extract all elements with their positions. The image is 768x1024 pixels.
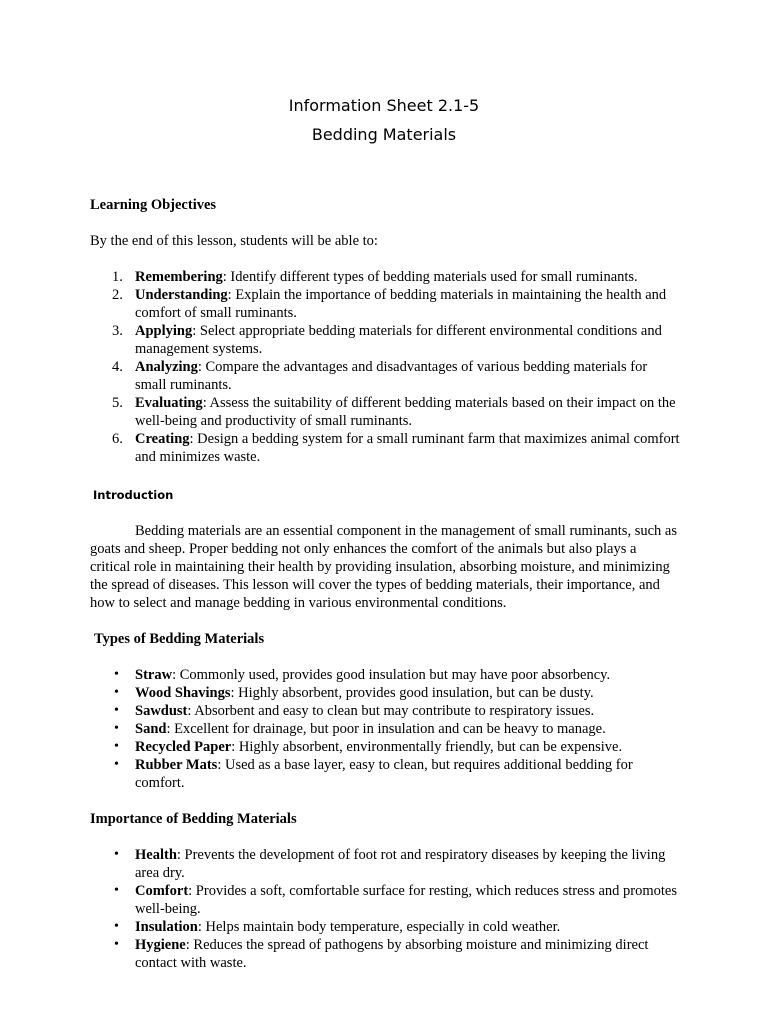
document-body bbox=[90, 196, 680, 972]
bullet-icon: • bbox=[114, 883, 119, 898]
list-number: 5. bbox=[112, 395, 123, 411]
list-item bbox=[90, 286, 680, 322]
type-term: Rubber Mats bbox=[135, 757, 218, 773]
objective-text: : Select appropriate bedding materials for different environmental conditions and management systems. bbox=[135, 323, 662, 357]
list-item bbox=[90, 358, 680, 394]
importance-text: : Reduces the spread of pathogens by absorbing moisture and minimizing direct contact with waste. bbox=[135, 937, 649, 971]
importance-term: Health bbox=[135, 847, 177, 863]
type-text: : Absorbent and easy to clean but may contribute to respiratory issues. bbox=[187, 703, 595, 719]
objective-term: Understanding bbox=[135, 287, 228, 303]
list-number: 4. bbox=[112, 359, 123, 375]
type-term: Recycled Paper bbox=[135, 739, 232, 755]
bullet-icon: • bbox=[114, 847, 119, 862]
introduction-heading: Introduction bbox=[93, 488, 174, 502]
objective-text: : Explain the importance of bedding materials in maintaining the health and comfort of small ruminants. bbox=[135, 287, 667, 321]
bullet-icon: • bbox=[114, 703, 119, 718]
objective-term: Applying bbox=[135, 323, 193, 339]
bullet-icon: • bbox=[114, 739, 119, 754]
list-item bbox=[90, 882, 680, 918]
importance-text: : Helps maintain body temperature, especially in cold weather. bbox=[197, 919, 561, 935]
list-item bbox=[90, 702, 680, 720]
document-title: Information Sheet 2.1-5 bbox=[288, 96, 480, 115]
bullet-icon: • bbox=[114, 937, 119, 952]
introduction-paragraph: Bedding materials are an essential component in the management of small ruminants, such as goats and sheep. Proper bedding not only enhances the comfort of the animals but also plays a critical role in maintaining their health by providing insulation, absorbing moisture, and minimizing the spread of diseases. This lesson will cover the types of bedding materials, their importance, and how to select and manage bedding in various environmental conditions. bbox=[90, 523, 677, 611]
type-text: : Highly absorbent, provides good insulation, but can be dusty. bbox=[230, 685, 594, 701]
importance-term: Insulation bbox=[135, 919, 198, 935]
list-number: 6. bbox=[112, 431, 123, 447]
list-item bbox=[90, 430, 680, 466]
objectives-list bbox=[90, 268, 680, 466]
list-item bbox=[90, 322, 680, 358]
types-heading: Types of Bedding Materials bbox=[94, 631, 265, 647]
type-term: Straw bbox=[135, 667, 173, 683]
objective-text: : Compare the advantages and disadvantages of various bedding materials for small ruminants. bbox=[135, 359, 648, 393]
type-term: Sand bbox=[135, 721, 167, 737]
objective-text: : Assess the suitability of different bedding materials based on their impact on the well-being and productivity of small ruminants. bbox=[135, 395, 676, 429]
list-item bbox=[90, 684, 680, 702]
document-subtitle: Bedding Materials bbox=[311, 125, 457, 144]
list-item bbox=[90, 756, 680, 792]
bullet-icon: • bbox=[114, 667, 119, 682]
list-number: 2. bbox=[112, 287, 123, 303]
objective-text: : Identify different types of bedding materials used for small ruminants. bbox=[222, 269, 638, 285]
type-text: : Used as a base layer, easy to clean, but requires additional bedding for comfort. bbox=[135, 757, 633, 791]
type-text: : Commonly used, provides good insulation but may have poor absorbency. bbox=[172, 667, 611, 683]
importance-heading: Importance of Bedding Materials bbox=[90, 811, 297, 827]
bullet-icon: • bbox=[114, 685, 119, 700]
title-block bbox=[0, 91, 768, 149]
list-item bbox=[90, 666, 680, 684]
objective-term: Analyzing bbox=[135, 359, 198, 375]
learning-objectives-intro: By the end of this lesson, students will be able to: bbox=[90, 233, 378, 249]
importance-text: : Provides a soft, comfortable surface for resting, which reduces stress and promotes well-being. bbox=[135, 883, 677, 917]
list-item bbox=[90, 268, 680, 286]
type-text: : Excellent for drainage, but poor in insulation and can be heavy to manage. bbox=[166, 721, 606, 737]
type-text: : Highly absorbent, environmentally friendly, but can be expensive. bbox=[231, 739, 623, 755]
learning-objectives-heading: Learning Objectives bbox=[90, 197, 217, 213]
list-item bbox=[90, 720, 680, 738]
list-number: 1. bbox=[112, 269, 123, 285]
list-item bbox=[90, 936, 680, 972]
list-item bbox=[90, 846, 680, 882]
types-list bbox=[90, 666, 680, 792]
bullet-icon: • bbox=[114, 757, 119, 772]
objective-term: Evaluating bbox=[135, 395, 203, 411]
list-item bbox=[90, 738, 680, 756]
importance-list bbox=[90, 846, 680, 972]
type-term: Wood Shavings bbox=[135, 685, 231, 701]
importance-term: Comfort bbox=[135, 883, 189, 899]
importance-term: Hygiene bbox=[135, 937, 186, 953]
bullet-icon: • bbox=[114, 919, 119, 934]
objective-term: Remembering bbox=[135, 269, 223, 285]
importance-text: : Prevents the development of foot rot and respiratory diseases by keeping the living area dry. bbox=[135, 847, 666, 881]
objective-term: Creating bbox=[135, 431, 190, 447]
list-item bbox=[90, 918, 680, 936]
bullet-icon: • bbox=[114, 721, 119, 736]
type-term: Sawdust bbox=[135, 703, 188, 719]
list-item bbox=[90, 394, 680, 430]
objective-text: : Design a bedding system for a small ruminant farm that maximizes animal comfort and minimizes waste. bbox=[135, 431, 680, 465]
list-number: 3. bbox=[112, 323, 123, 339]
